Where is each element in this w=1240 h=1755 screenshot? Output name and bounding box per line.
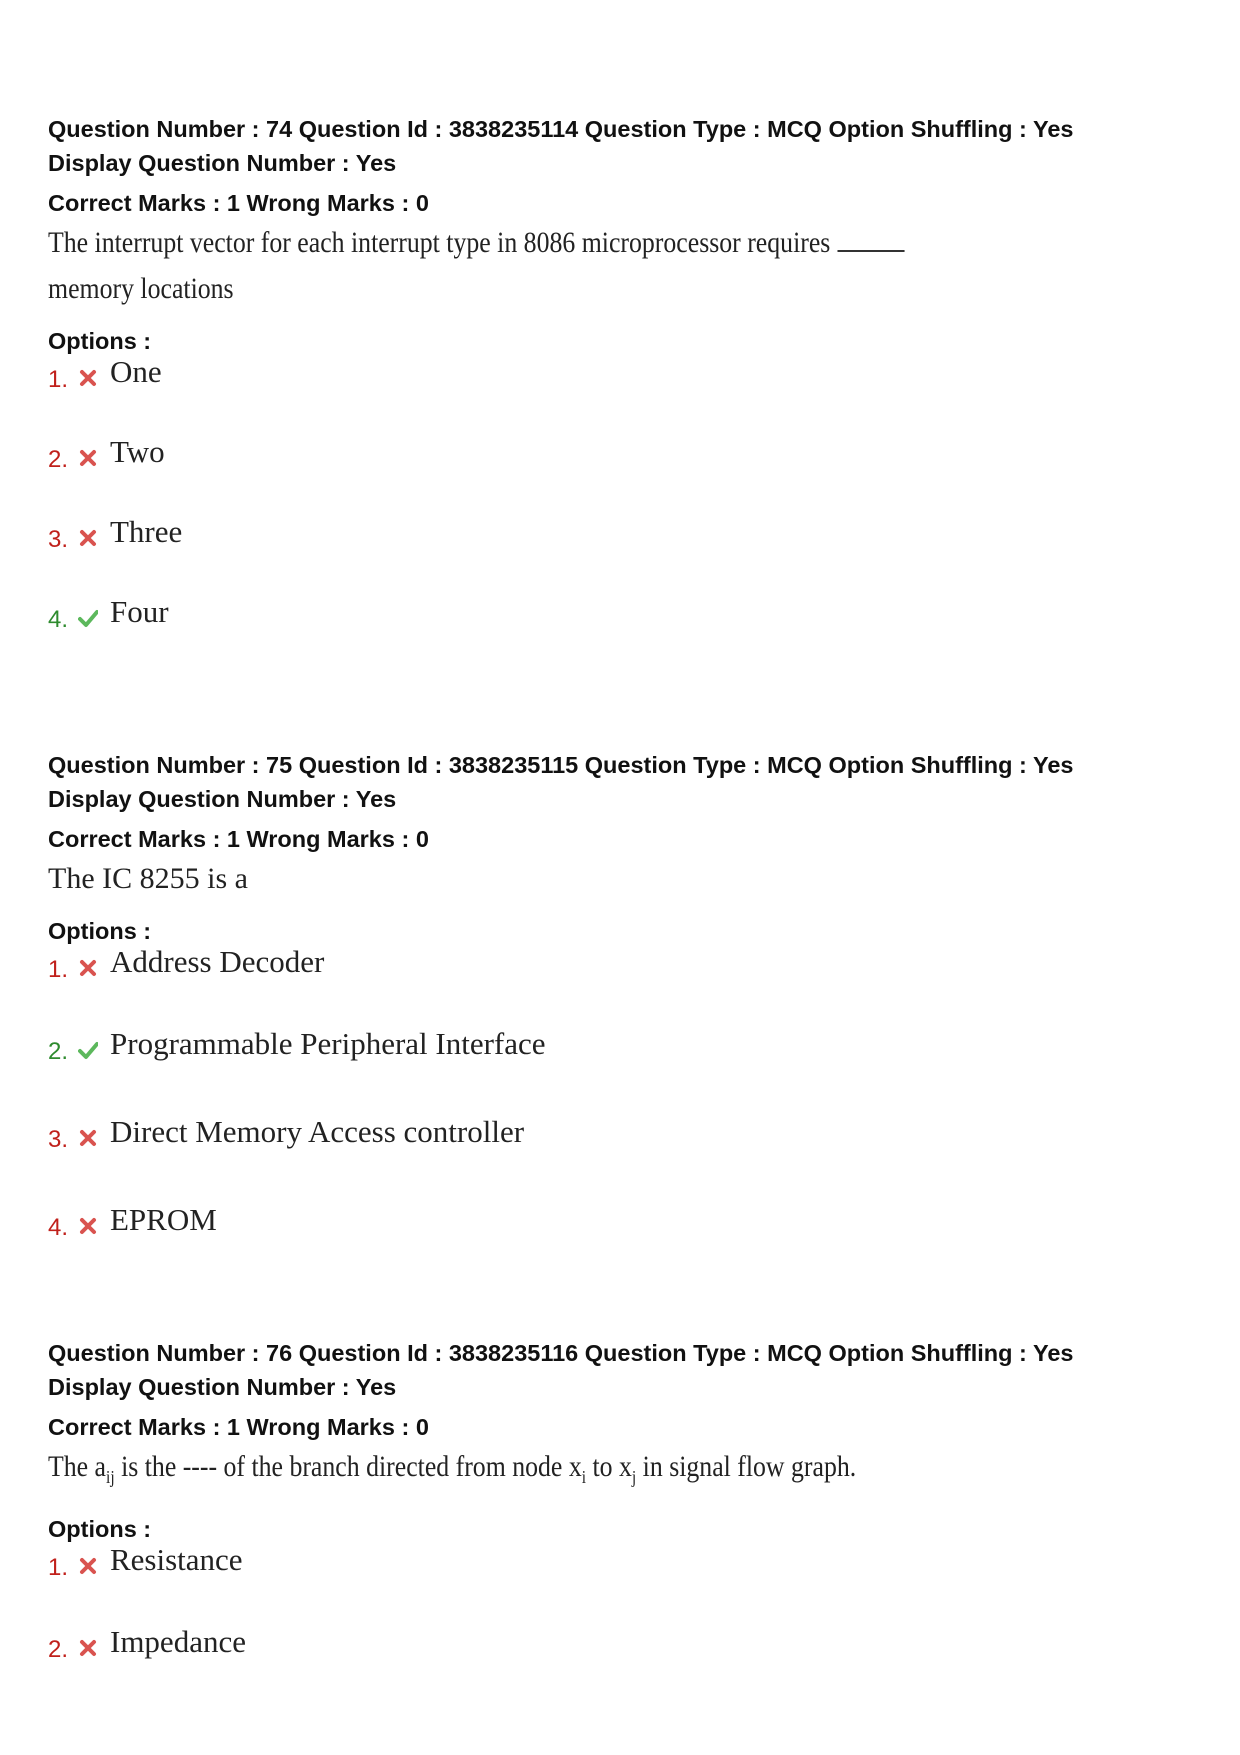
option-number: 1. [48,1554,69,1581]
answer-blank [837,224,904,252]
option-text: Three [110,514,183,549]
option-item [48,1026,1198,1118]
option-text: Address Decoder [110,944,325,979]
option-text: Direct Memory Access controller [110,1114,525,1149]
cross-icon [78,1128,98,1148]
display-question-number: Display Question Number : Yes [48,150,397,176]
cross-icon [78,528,98,548]
option-item [48,514,1198,598]
option-text: EPROM [110,1202,217,1237]
option-number: 4. [48,606,69,633]
option-item [48,354,1198,438]
subscript: ij [106,1467,115,1487]
stem-part: is the ---- of the branch directed from node x [114,1450,582,1483]
question-stem [48,1444,994,1500]
stem-part: in signal flow graph. [636,1450,857,1483]
option-number: 2. [48,1038,69,1065]
question-75 [48,748,1198,1286]
subscript: j [631,1467,637,1487]
option-text: Four [110,594,169,629]
option-text: Programmable Peripheral Interface [110,1026,546,1061]
cross-icon [78,1556,98,1576]
question-header: Question Number : 76 Question Id : 3838235116 Question Type : MCQ Option Shuffling : Yes [48,1340,1074,1366]
question-76 [48,1336,1198,1708]
marks-info: Correct Marks : 1 Wrong Marks : 0 [48,1414,429,1440]
option-text: Two [110,434,165,469]
option-number: 2. [48,1636,69,1663]
option-item [48,1542,1198,1628]
option-text: Resistance [110,1542,243,1577]
option-text: One [110,354,162,389]
options-label: Options : [48,328,152,354]
question-header: Question Number : 74 Question Id : 3838235114 Question Type : MCQ Option Shuffling : Yes [48,116,1074,142]
check-icon [78,608,98,628]
display-question-number: Display Question Number : Yes [48,1374,397,1400]
subscript: i [581,1467,587,1487]
option-item [48,944,1198,1030]
option-number: 1. [48,956,69,983]
cross-icon [78,1216,98,1236]
option-number: 3. [48,1126,69,1153]
option-text: Impedance [110,1624,246,1659]
question-stem: The IC 8255 is a [48,862,248,895]
option-number: 4. [48,1214,69,1241]
cross-icon [78,1638,98,1658]
option-item [48,1114,1198,1206]
stem-part: to x [586,1450,632,1483]
cross-icon [78,368,98,388]
option-item [48,434,1198,518]
option-number: 2. [48,446,69,473]
marks-info: Correct Marks : 1 Wrong Marks : 0 [48,826,429,852]
options-label: Options : [48,1516,152,1542]
marks-info: Correct Marks : 1 Wrong Marks : 0 [48,190,429,216]
stem-line-1: The interrupt vector for each interrupt type in 8086 microprocessor requires [48,226,831,259]
cross-icon [78,448,98,468]
option-number: 3. [48,526,69,553]
stem-part: The a [48,1450,107,1483]
options-label: Options : [48,918,152,944]
stem-line-2: memory locations [48,272,234,305]
display-question-number: Display Question Number : Yes [48,786,397,812]
option-number: 1. [48,366,69,393]
option-item [48,1202,1198,1286]
option-item [48,1624,1198,1708]
cross-icon [78,958,98,978]
question-stem [48,220,994,312]
option-item [48,594,1198,678]
question-header: Question Number : 75 Question Id : 3838235115 Question Type : MCQ Option Shuffling : Yes [48,752,1074,778]
question-74 [48,112,1198,678]
check-icon [78,1040,98,1060]
